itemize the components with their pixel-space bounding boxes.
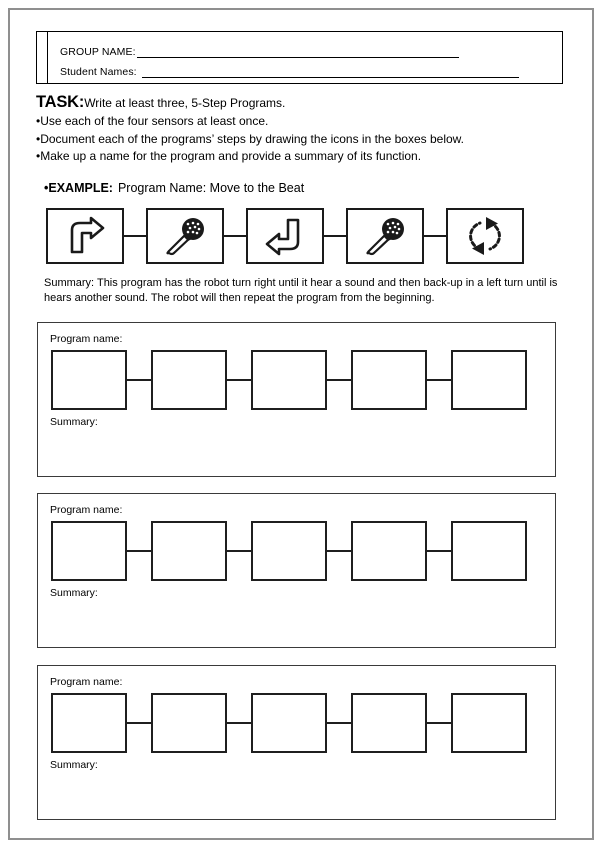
program-2-connector-2	[227, 550, 251, 552]
program-summary-label-2: Summary:	[50, 587, 98, 599]
table-gutter-cell	[37, 32, 48, 83]
program-2-step-5[interactable]	[451, 521, 527, 581]
page-frame	[8, 8, 594, 840]
program-panel-1	[37, 322, 556, 477]
program-name-label-1: Program name:	[50, 333, 123, 345]
example-label: •EXAMPLE:	[44, 181, 113, 195]
group-name-label: GROUP NAME:	[60, 46, 136, 58]
example-heading	[44, 181, 304, 195]
example-step-3	[246, 208, 324, 264]
loop-repeat-icon	[464, 216, 506, 256]
example-program-name: Program Name: Move to the Beat	[117, 181, 305, 195]
page-content	[10, 10, 592, 838]
program-summary-label-3: Summary:	[50, 759, 98, 771]
program-3-step-4[interactable]	[351, 693, 427, 753]
program-3-step-1[interactable]	[51, 693, 127, 753]
name-fields-cell	[48, 32, 562, 83]
program-1-step-4[interactable]	[351, 350, 427, 410]
group-name-row	[60, 38, 562, 58]
example-step-1	[46, 208, 124, 264]
student-names-label: Student Names:	[60, 66, 137, 78]
example-summary-text: Summary: This program has the robot turn right until it hear a sound and then back-up in a left turn until is hears another sound. The robot will then repeat the program from the beginning.	[44, 277, 558, 304]
program-1-step-3[interactable]	[251, 350, 327, 410]
back-up-left-turn-arrow-icon	[264, 216, 306, 256]
program-2-step-1[interactable]	[51, 521, 127, 581]
program-1-connector-2	[227, 379, 251, 381]
program-name-label-2: Program name:	[50, 504, 123, 516]
program-1-step-1[interactable]	[51, 350, 127, 410]
student-names-input[interactable]	[142, 66, 519, 78]
example-step-2	[146, 208, 224, 264]
task-heading	[36, 93, 576, 113]
task-bullet-2: •Document each of the programs’ steps by drawing the icons in the boxes below.	[36, 131, 464, 146]
program-1-step-5[interactable]	[451, 350, 527, 410]
program-3-connector-1	[127, 722, 151, 724]
program-3-connector-2	[227, 722, 251, 724]
program-3-step-5[interactable]	[451, 693, 527, 753]
example-step-chain	[46, 208, 524, 264]
program-2-connector-4	[427, 550, 451, 552]
program-step-chain-3	[51, 693, 527, 753]
microphone-sound-sensor-icon	[363, 216, 407, 256]
program-1-step-2[interactable]	[151, 350, 227, 410]
turn-right-arrow-icon	[64, 216, 106, 256]
program-panel-2	[37, 493, 556, 648]
program-1-connector-4	[427, 379, 451, 381]
student-names-row	[60, 58, 562, 78]
task-heading-word: TASK:	[36, 93, 85, 111]
example-connector-4	[424, 235, 446, 237]
task-bullet-1: •Use each of the four sensors at least once.	[36, 114, 269, 128]
example-step-5	[446, 208, 524, 264]
program-step-chain-1	[51, 350, 527, 410]
program-3-connector-3	[327, 722, 351, 724]
program-2-step-2[interactable]	[151, 521, 227, 581]
group-name-input[interactable]	[137, 46, 459, 58]
program-step-chain-2	[51, 521, 527, 581]
example-connector-3	[324, 235, 346, 237]
program-summary-label-1: Summary:	[50, 416, 98, 428]
program-2-step-4[interactable]	[351, 521, 427, 581]
example-connector-2	[224, 235, 246, 237]
program-3-step-2[interactable]	[151, 693, 227, 753]
program-panel-3	[37, 665, 556, 820]
example-step-4	[346, 208, 424, 264]
program-3-step-3[interactable]	[251, 693, 327, 753]
task-instructions	[36, 93, 576, 166]
program-1-connector-1	[127, 379, 151, 381]
program-2-connector-1	[127, 550, 151, 552]
student-info-table	[36, 31, 563, 84]
program-name-label-3: Program name:	[50, 676, 123, 688]
program-1-connector-3	[327, 379, 351, 381]
task-bullet-3: •Make up a name for the program and provide a summary of its function.	[36, 149, 422, 163]
task-heading-rest: Write at least three, 5-Step Programs.	[84, 96, 286, 110]
microphone-sound-sensor-icon	[163, 216, 207, 256]
program-3-connector-4	[427, 722, 451, 724]
program-2-step-3[interactable]	[251, 521, 327, 581]
program-2-connector-3	[327, 550, 351, 552]
example-connector-1	[124, 235, 146, 237]
